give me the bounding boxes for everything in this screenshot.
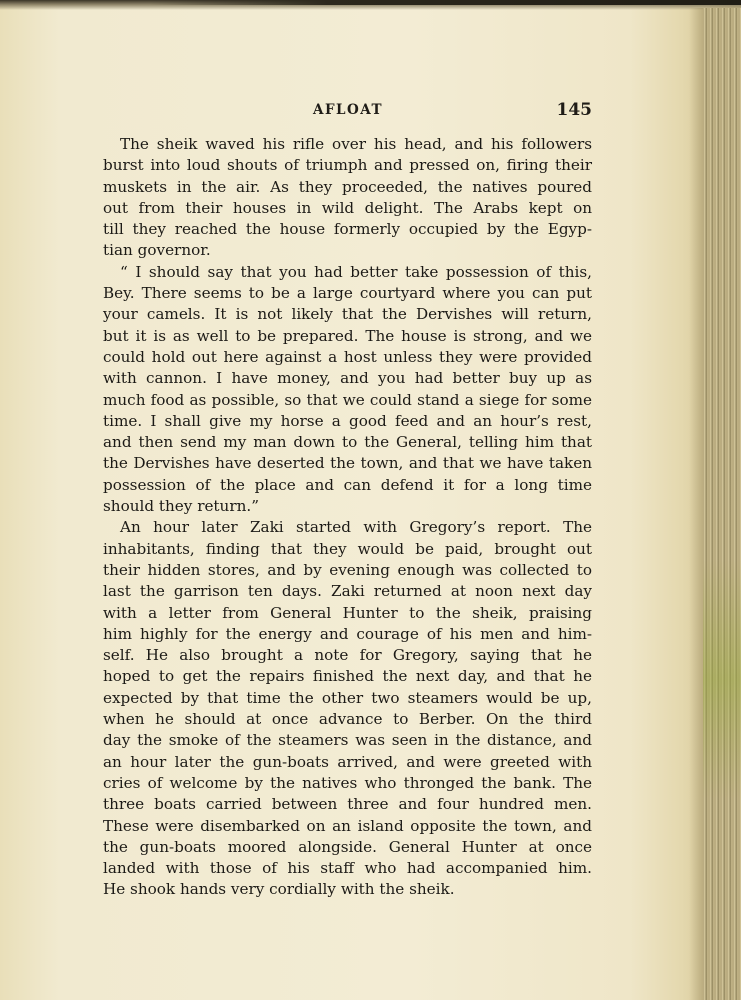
- text-line: much food as possible, so that we could stand a siege for some: [103, 390, 592, 409]
- text-line: possession of the place and can defend it for a long time: [103, 475, 592, 494]
- text-line: and then send my man down to the General, telling him that: [103, 433, 592, 452]
- text-line: their hidden stores, and by evening enough was collected to: [103, 560, 592, 579]
- text-line: day the smoke of the steamers was seen in the distance, and: [103, 731, 592, 750]
- page-top-edge: [150, 0, 741, 5]
- text-line: hoped to get the repairs finished the next day, and that he: [103, 667, 592, 686]
- text-line: expected by that time the other two steamers would be up,: [103, 688, 592, 707]
- text-line: could hold out here against a host unless they were provided: [103, 347, 592, 366]
- page-stack-tint: [703, 560, 741, 800]
- text-line: burst into loud shouts of triumph and pressed on, firing their: [103, 156, 592, 175]
- text-line: An hour later Zaki started with Gregory’s report. The: [120, 518, 592, 537]
- page-fold-shadow: [689, 8, 703, 1000]
- text-line: time. I shall give my horse a good feed and an hour’s rest,: [103, 411, 592, 430]
- text-line: inhabitants, finding that they would be paid, brought out: [103, 539, 592, 558]
- text-line: cries of welcome by the natives who thronged the bank. The: [103, 773, 592, 792]
- page-stack-edges: [703, 8, 741, 1000]
- text-line: “ I should say that you had better take possession of this,: [120, 262, 592, 281]
- body-text: [103, 134, 592, 901]
- text-line: last the garrison ten days. Zaki returned at noon next day: [103, 582, 592, 601]
- text-line: He shook hands very cordially with the sheik.: [103, 880, 455, 899]
- text-line: the gun-boats moored alongside. General Hunter at once: [103, 837, 592, 856]
- text-line: out from their houses in wild delight. The Arabs kept on: [103, 198, 592, 217]
- page-number: 145: [556, 100, 592, 120]
- text-line: when he should at once advance to Berber. On the third: [103, 710, 592, 729]
- text-line: These were disembarked on an island opposite the town, and: [103, 816, 592, 835]
- running-head: AFLOAT: [313, 102, 384, 118]
- text-line: with a letter from General Hunter to the sheik, praising: [103, 603, 592, 622]
- text-line: till they reached the house formerly occupied by the Egyp-: [103, 220, 592, 239]
- page-header: [100, 100, 600, 124]
- text-line: The sheik waved his rifle over his head, and his followers: [120, 135, 592, 153]
- text-line: Bey. There seems to be a large courtyard where you can put: [103, 284, 592, 303]
- text-line: with cannon. I have money, and you had better buy up as: [103, 369, 592, 388]
- text-line: tian governor.: [103, 241, 211, 260]
- text-line: muskets in the air. As they proceeded, the natives poured: [103, 177, 592, 196]
- text-line: an hour later the gun-boats arrived, and were greeted with: [103, 752, 592, 771]
- text-line: landed with those of his staff who had accompanied him.: [103, 859, 592, 878]
- text-line: him highly for the energy and courage of his men and him-: [103, 624, 592, 643]
- text-line: but it is as well to be prepared. The house is strong, and we: [103, 326, 592, 345]
- text-line: self. He also brought a note for Gregory, saying that he: [103, 646, 592, 665]
- text-line: your camels. It is not likely that the Dervishes will return,: [103, 305, 592, 324]
- text-line: the Dervishes have deserted the town, and that we have taken: [103, 454, 592, 473]
- text-line: three boats carried between three and four hundred men.: [103, 795, 592, 814]
- text-line: should they return.”: [103, 497, 259, 516]
